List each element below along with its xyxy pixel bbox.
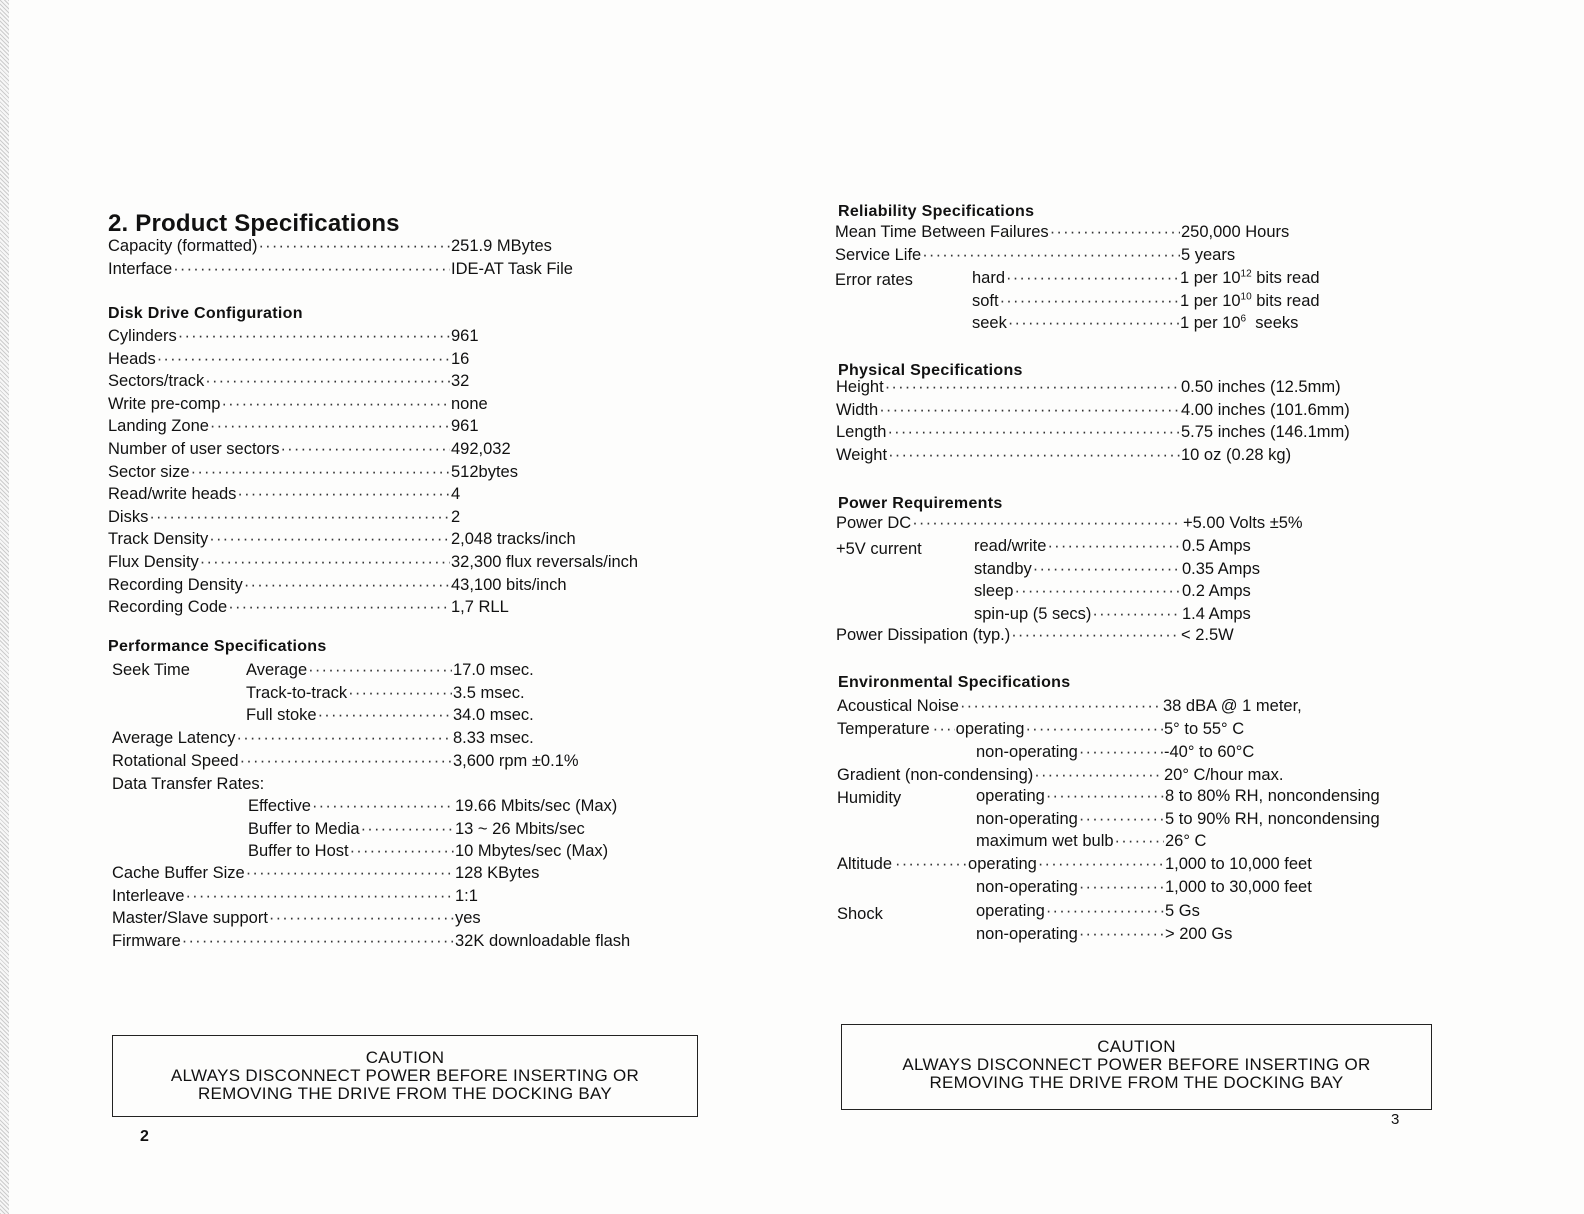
spec-value: 32K downloadable flash [455,931,631,950]
spec-row [838,785,1468,808]
spec-row [838,624,1468,647]
leader-dots [1014,580,1181,603]
spec-value: 8.33 msec. [453,729,534,747]
spec-label: Cylinders [108,327,177,345]
leader-dots [1079,876,1164,899]
spec-label: Recording Density [108,575,243,594]
leader-dots [1011,624,1180,647]
current-list [838,535,1468,625]
leader-dots [157,348,450,371]
leader-dots [173,258,450,281]
spec-value [1180,290,1320,313]
spec-row [838,718,1468,741]
humidity-list [838,785,1468,853]
environmental-heading: Environmental Specifications [838,674,1071,691]
leader-dots [205,370,450,393]
power-heading: Power Requirements [838,495,1003,512]
spec-row [838,399,1468,422]
spec-label: Capacity (formatted) [108,237,258,255]
leader-dots [240,750,452,773]
value-unit: bits read [1251,269,1320,287]
spec-value: 1,000 to 10,000 feet [1165,855,1312,873]
leader-dots [149,506,450,529]
spec-row [838,267,1468,290]
value-base: 1 per 10 [1180,314,1241,333]
spec-row [838,808,1468,831]
error-rates-label: Error rates [835,271,913,289]
scan-edge [0,0,9,1214]
spec-value: 1:1 [455,886,478,905]
spec-label: Firmware [112,931,181,950]
caution-title: CAUTION [365,1048,445,1067]
shock-label: Shock [837,905,883,923]
spec-label: Track-to-track [246,683,348,702]
spec-row [108,704,708,727]
seek-time-list [108,659,708,727]
spec-row [108,438,708,461]
spec-value: 512bytes [451,462,518,481]
spec-value: 19.66 Mbits/sec (Max) [455,797,618,815]
spec-label: Service Life [835,245,922,264]
temperature-list [838,718,1468,763]
spec-value: 3,600 rpm ±0.1% [453,751,579,770]
leader-dots [1115,830,1164,853]
page-title: 2. Product Specifications [108,210,400,237]
spec-label: Average Latency [112,729,236,747]
leader-dots [350,840,454,863]
leader-dots [182,930,454,953]
data-transfer-rates-label: Data Transfer Rates: [112,775,265,793]
altitude-list [838,853,1468,898]
spec-row [108,551,708,574]
spec-row [838,830,1468,853]
spec-value: 8 to 80% RH, noncondensing [1165,787,1380,805]
caution-line-2: REMOVING THE DRIVE FROM THE DOCKING BAY [197,1084,613,1103]
spec-row [108,483,708,506]
humidity-label: Humidity [837,789,902,807]
leader-dots [191,461,450,484]
spec-value: 251.9 MBytes [451,237,552,255]
spec-row [108,393,708,416]
spec-row [838,558,1468,581]
value-base: 1 per 10 [1180,291,1241,310]
spec-value: 38 dBA @ 1 meter, [1163,697,1302,715]
caution-line-1: ALWAYS DISCONNECT POWER BEFORE INSERTING OR [170,1066,640,1085]
spec-label: non-operating [976,742,1078,761]
value-base: 1 per 10 [1180,269,1241,287]
spec-label: Average [246,661,308,679]
leader-dots [887,421,1180,444]
spec-value: 0.35 Amps [1182,559,1260,578]
spec-label: Number of user sectors [108,439,280,458]
spec-value: 13 ~ 26 Mbits/sec [455,819,585,838]
gradient-list [838,764,1468,787]
row-group-label: Temperature [837,720,930,738]
spec-label: Width [836,400,879,419]
spec-label: Interleave [112,886,185,905]
spec-label: Buffer to Host [248,842,349,861]
spec-label: standby [974,559,1032,578]
spec-row [838,923,1468,946]
leader-dots [237,483,450,506]
dtr-label-row [108,773,708,796]
leader-dots [1046,785,1164,808]
spec-value: 961 [451,417,479,436]
spec-value: 5 Gs [1165,902,1200,920]
value-exponent: 12 [1240,268,1252,280]
leader-dots [1046,900,1164,923]
spec-row [838,512,1468,535]
spec-row [838,876,1468,899]
spec-row [838,444,1468,467]
leader-dots [1079,741,1163,764]
leader-dots [221,393,450,416]
reliability-heading: Reliability Specifications [838,203,1035,220]
disk-config-list [108,325,708,619]
spec-value: 2 [451,507,461,526]
spec-value: yes [455,909,481,928]
spec-row [108,795,708,818]
spec-label: operating [968,855,1037,873]
leader-dots [895,853,967,876]
spec-value: 43,100 bits/inch [451,575,567,594]
spec-label: Rotational Speed [112,751,239,770]
spec-label: Flux Density [108,552,199,571]
spec-value: 16 [451,349,470,368]
leader-dots [1000,290,1179,313]
spec-label: Weight [836,445,888,464]
value-exponent: 10 [1240,291,1252,303]
spec-label: Full stoke [246,706,317,725]
spec-row [108,930,708,953]
row-group-label: Altitude [837,855,893,873]
spec-label: Read/write heads [108,485,237,504]
leader-dots [1079,923,1164,946]
current-label: +5V current [836,540,922,558]
spec-label: Gradient (non-condensing) [837,766,1034,784]
spec-value: 34.0 msec. [453,706,534,725]
spec-label: Acoustical Noise [837,697,959,715]
physical-heading: Physical Specifications [838,362,1023,379]
spec-row [108,682,708,705]
spec-row [838,900,1468,923]
spec-row [838,764,1468,787]
spec-label: maximum wet bulb [976,832,1114,851]
spec-value: -40° to 60°C [1164,742,1255,761]
spec-label: Disks [108,507,149,526]
physical-list [838,376,1468,466]
leader-dots [1006,267,1179,290]
spec-row [838,603,1468,626]
spec-value: IDE-AT Task File [451,259,573,278]
spec-value: 1,7 RLL [451,598,509,617]
spec-row [838,741,1468,764]
spec-label: Buffer to Media [248,819,360,838]
spec-value: none [451,394,488,413]
spec-label: Length [836,423,887,442]
leader-dots [185,885,454,908]
spec-label: Mean Time Between Failures [835,223,1049,241]
spec-row [108,818,708,841]
spec-label: Power DC [836,514,912,532]
noise-list [838,695,1468,718]
spec-row [838,853,1468,876]
leader-dots [1008,312,1179,335]
spec-value: < 2.5W [1181,626,1234,644]
spec-value: 961 [451,327,479,345]
spec-label: Heads [108,349,156,368]
spec-label: non-operating [976,809,1078,828]
spec-row [108,596,708,619]
leader-dots [318,704,452,727]
spec-value: 32,300 flux reversals/inch [451,552,639,571]
leader-dots [308,659,452,682]
spec-label: sleep [974,582,1014,601]
caution-box [841,1024,1432,1110]
value-unit: seeks [1246,314,1299,333]
spec-label: operating [976,902,1045,920]
leader-dots [237,727,452,750]
spec-label: non-operating [976,877,1078,896]
leader-dots [312,795,454,818]
leader-dots [1047,535,1181,558]
spec-value: 4 [451,485,461,504]
latency-speed-list [108,727,708,772]
leader-dots [269,907,454,930]
spec-value: 5° to 55° C [1164,720,1245,738]
page-number: 3 [1391,1111,1400,1128]
spec-value: +5.00 Volts ±5% [1183,514,1303,532]
spec-label: Sector size [108,462,190,481]
spec-row [108,506,708,529]
disk-config-heading: Disk Drive Configuration [108,305,303,322]
leader-dots [1034,764,1163,787]
spec-row [838,580,1468,603]
value-exponent: 6 [1240,313,1247,325]
page-number: 2 [140,1128,149,1145]
spec-label: hard [972,269,1006,287]
caution-title: CAUTION [1097,1037,1176,1056]
spec-row [835,244,1468,267]
spec-label: Interface [108,259,173,278]
spec-label: non-operating [976,924,1078,943]
value-unit: bits read [1251,291,1320,310]
spec-row [108,235,708,258]
spec-row [838,535,1468,558]
spec-row [108,907,708,930]
spec-row [108,659,708,682]
leader-dots [280,438,450,461]
spec-label: soft [972,291,999,310]
spec-value: 2,048 tracks/inch [451,530,576,549]
spec-value: > 200 Gs [1165,924,1233,943]
spec-row [108,840,708,863]
spec-value: 32 [451,372,470,391]
leader-dots [1079,808,1164,831]
spec-value: 0.50 inches (12.5mm) [1181,378,1341,396]
spec-value: 17.0 msec. [453,661,534,679]
spec-value: 20° C/hour max. [1164,766,1284,784]
misc-spec-list [108,862,708,952]
caution-box [112,1035,698,1117]
shock-list [838,900,1468,945]
spec-value [1180,312,1298,335]
spec-value: 5 years [1181,245,1236,264]
spec-row [108,750,708,773]
leader-dots [879,399,1180,422]
leader-dots [361,818,454,841]
spec-value: 0.2 Amps [1182,582,1251,601]
caution-line-1: ALWAYS DISCONNECT POWER BEFORE INSERTING OR [902,1055,1371,1074]
leader-dots [1092,603,1181,626]
spec-row [838,290,1468,313]
spec-row [108,574,708,597]
spec-row [838,312,1468,335]
spec-label: Track Density [108,530,209,549]
leader-dots [246,862,454,885]
spec-row [108,727,708,750]
spec-label: Height [836,378,884,396]
spec-label: Landing Zone [108,417,209,436]
spec-label: operating [976,787,1045,805]
spec-row [108,370,708,393]
leader-dots [922,244,1180,267]
spec-row [108,325,708,348]
spec-value: 1.4 Amps [1182,604,1251,623]
seek-time-label: Seek Time [112,661,190,679]
spec-value: 250,000 Hours [1181,223,1290,241]
power-dissipation-list [838,624,1468,647]
leader-dots [1033,558,1181,581]
leader-dots [885,376,1180,399]
spec-row [838,421,1468,444]
leader-dots [1038,853,1164,876]
spec-value: 4.00 inches (101.6mm) [1181,400,1350,419]
power-dc-list [838,512,1468,535]
leader-dots [1050,221,1180,244]
spec-label: Sectors/track [108,372,205,391]
spec-row [108,415,708,438]
caution-line-2: REMOVING THE DRIVE FROM THE DOCKING BAY [929,1073,1344,1092]
spec-row [108,528,708,551]
leader-dots [228,596,450,619]
spec-label: Effective [248,797,311,815]
spec-value: 1,000 to 30,000 feet [1165,877,1312,896]
spec-value: 3.5 msec. [453,683,525,702]
spec-row [108,461,708,484]
spec-label: read/write [974,537,1047,555]
leader-dots [258,235,450,258]
spec-value: 5 to 90% RH, noncondensing [1165,809,1380,828]
spec-label: Recording Code [108,598,228,617]
spec-row [108,348,708,371]
leader-dots [244,574,450,597]
spec-value: 5.75 inches (146.1mm) [1181,423,1350,442]
reliability-list [835,221,1468,266]
data-transfer-list [108,795,708,863]
performance-heading: Performance Specifications [108,638,327,655]
leader-dots [348,682,452,705]
leader-dots [912,512,1182,535]
leader-dots [960,695,1162,718]
spec-label: Master/Slave support [112,909,268,928]
spec-row [108,862,708,885]
leader-dots [888,444,1180,467]
spec-label: seek [972,314,1007,333]
spec-value: 10 oz (0.28 kg) [1181,445,1292,464]
spec-value: 128 KBytes [455,864,540,882]
spec-row [838,695,1468,718]
spec-value [1180,267,1320,290]
spec-label: Write pre-comp [108,394,221,413]
spec-value: 10 Mbytes/sec (Max) [455,842,609,861]
leader-dots [933,718,955,741]
spec-value: 0.5 Amps [1182,537,1251,555]
spec-label: operating [955,720,1025,738]
spec-row [108,885,708,908]
spec-value: 26° C [1165,832,1207,851]
leader-dots [210,415,450,438]
spec-label: Power Dissipation (typ.) [836,626,1011,644]
spec-label: spin-up (5 secs) [974,604,1092,623]
leader-dots [200,551,450,574]
spec-row [108,258,708,281]
top-spec-list [108,235,708,280]
error-rates-list [838,267,1468,335]
leader-dots [1025,718,1163,741]
leader-dots [178,325,450,348]
leader-dots [209,528,450,551]
spec-label: Cache Buffer Size [112,864,245,882]
spec-row [835,221,1468,244]
spec-value: 492,032 [451,439,511,458]
spec-row [838,376,1468,399]
